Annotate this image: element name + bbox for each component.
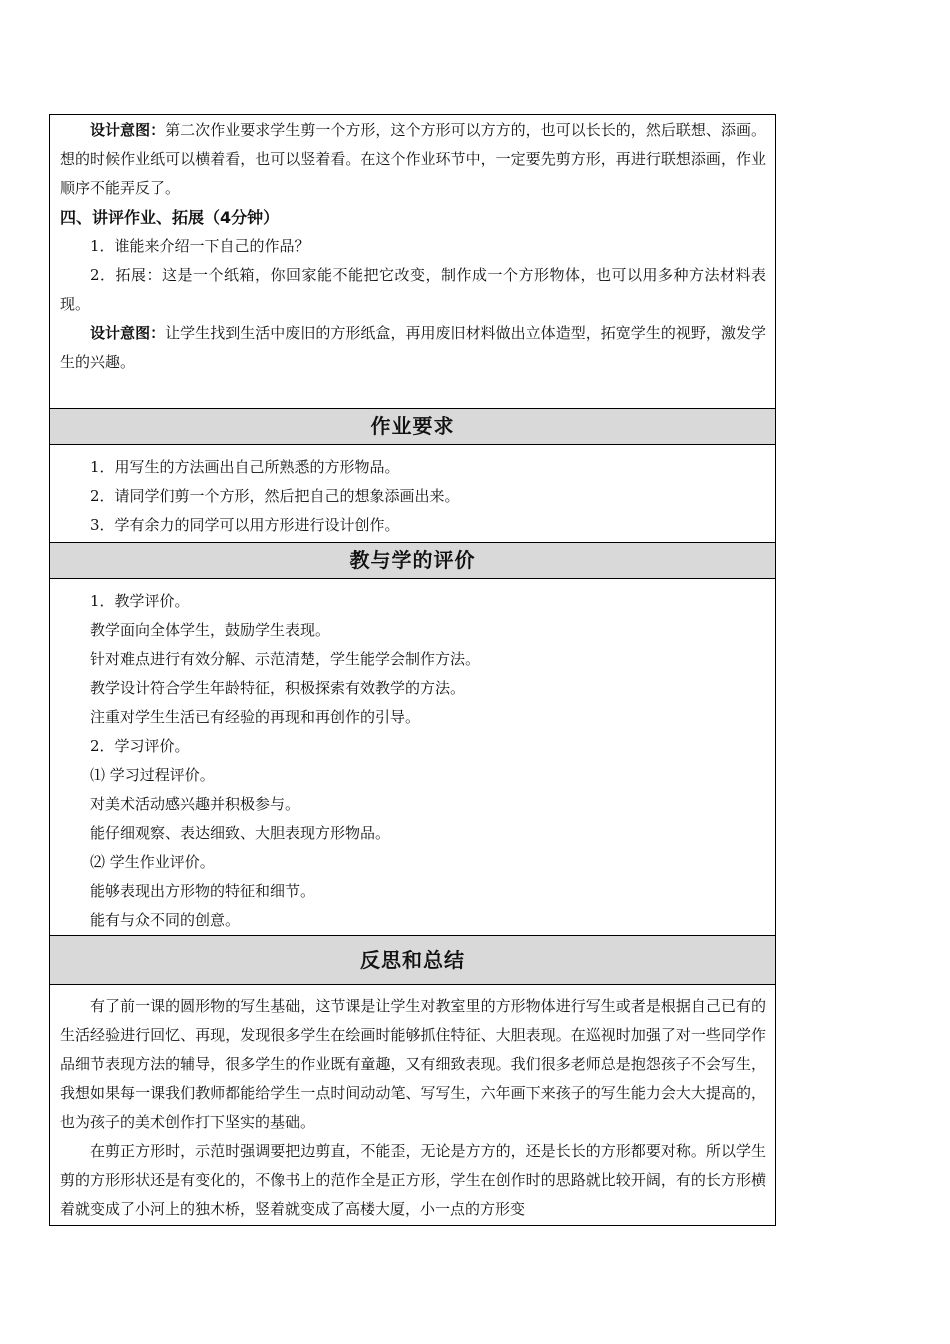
evaluation-line-1: 1．教学评价。 — [90, 592, 190, 610]
evaluation-line-7: ⑴ 学习过程评价。 — [90, 766, 215, 784]
step4-item-2: 2．拓展：这是一个纸箱，你回家能不能把它改变，制作成一个方形物体，也可以用多种方法材料表现。 — [60, 266, 766, 313]
design-intent-text: 第二次作业要求学生剪一个方形，这个方形可以方方的，也可以长长的，然后联想、添画。想的时候作业纸可以横着看，也可以竖着看。在这个作业环节中，一定要先剪方形，再进行联想添画，作业顺序不能弄反了。 — [60, 121, 766, 197]
step4-item-1: 1．谁能来介绍一下自己的作品？ — [90, 237, 310, 255]
evaluation-line-12: 能有与众不同的创意。 — [90, 911, 241, 929]
design-intent-text-2: 让学生找到生活中废旧的方形纸盒，再用废旧材料做出立体造型，拓宽学生的视野，激发学生的兴趣。 — [60, 324, 766, 371]
evaluation-line-6: 2．学习评价。 — [90, 737, 190, 755]
evaluation-line-5: 注重对学生生活已有经验的再现和再创作的引导。 — [90, 708, 421, 726]
evaluation-line-10: ⑵ 学生作业评价。 — [90, 853, 215, 871]
design-intent-paragraph-2 — [50, 319, 775, 377]
homework-item-2: 2．请同学们剪一个方形，然后把自己的想象添画出来。 — [90, 487, 460, 505]
evaluation-line-8: 对美术活动感兴趣并积极参与。 — [90, 795, 301, 813]
reflection-header: 反思和总结 — [50, 935, 775, 984]
process-cell — [50, 115, 775, 408]
evaluation-line-2: 教学面向全体学生，鼓励学生表现。 — [90, 621, 331, 639]
homework-item-1: 1．用写生的方法画出自己所熟悉的方形物品。 — [90, 458, 400, 476]
homework-header: 作业要求 — [50, 408, 775, 444]
evaluation-line-9: 能仔细观察、表达细致、大胆表现方形物品。 — [90, 824, 391, 842]
evaluation-line-3: 针对难点进行有效分解、示范清楚，学生能学会制作方法。 — [90, 650, 481, 668]
step4-heading: 四、讲评作业、拓展（4分钟） — [60, 208, 280, 227]
evaluation-line-4: 教学设计符合学生年龄特征，积极探索有效教学的方法。 — [90, 679, 466, 697]
design-intent-label-2: 设计意图： — [90, 324, 166, 342]
homework-item-3: 3．学有余力的同学可以用方形进行设计创作。 — [90, 516, 400, 534]
design-intent-label: 设计意图： — [90, 121, 166, 139]
evaluation-cell — [50, 578, 775, 935]
design-intent-paragraph — [50, 116, 775, 203]
reflection-paragraph-2: 在剪正方形时，示范时强调要把边剪直，不能歪，无论是方方的，还是长长的方形都要对称。所以学生剪的方形形状还是有变化的，不像书上的范作全是正方形，学生在创作时的思路就比较开阔，有的长方形横着就变成了小河上的独木桥，竖着就变成了高楼大厦，小一点的方形变 — [60, 1142, 766, 1218]
homework-cell — [50, 444, 775, 542]
evaluation-header: 教与学的评价 — [50, 542, 775, 578]
reflection-paragraph-1: 有了前一课的圆形物的写生基础，这节课是让学生对教室里的方形物体进行写生或者是根据自己已有的生活经验进行回忆、再现，发现很多学生在绘画时能够抓住特征、大胆表现。在巡视时加强了对一些同学作品细节表现方法的辅导，很多学生的作业既有童趣，又有细致表现。我们很多老师总是抱怨孩子不会写生，我想如果每一课我们教师都能给学生一点时间动动笔、写写生，六年画下来孩子的写生能力会大大提高的，也为孩子的美术创作打下坚实的基础。 — [60, 997, 766, 1131]
lesson-plan-table — [49, 114, 776, 1226]
evaluation-line-11: 能够表现出方形物的特征和细节。 — [90, 882, 316, 900]
reflection-cell — [50, 984, 775, 1225]
